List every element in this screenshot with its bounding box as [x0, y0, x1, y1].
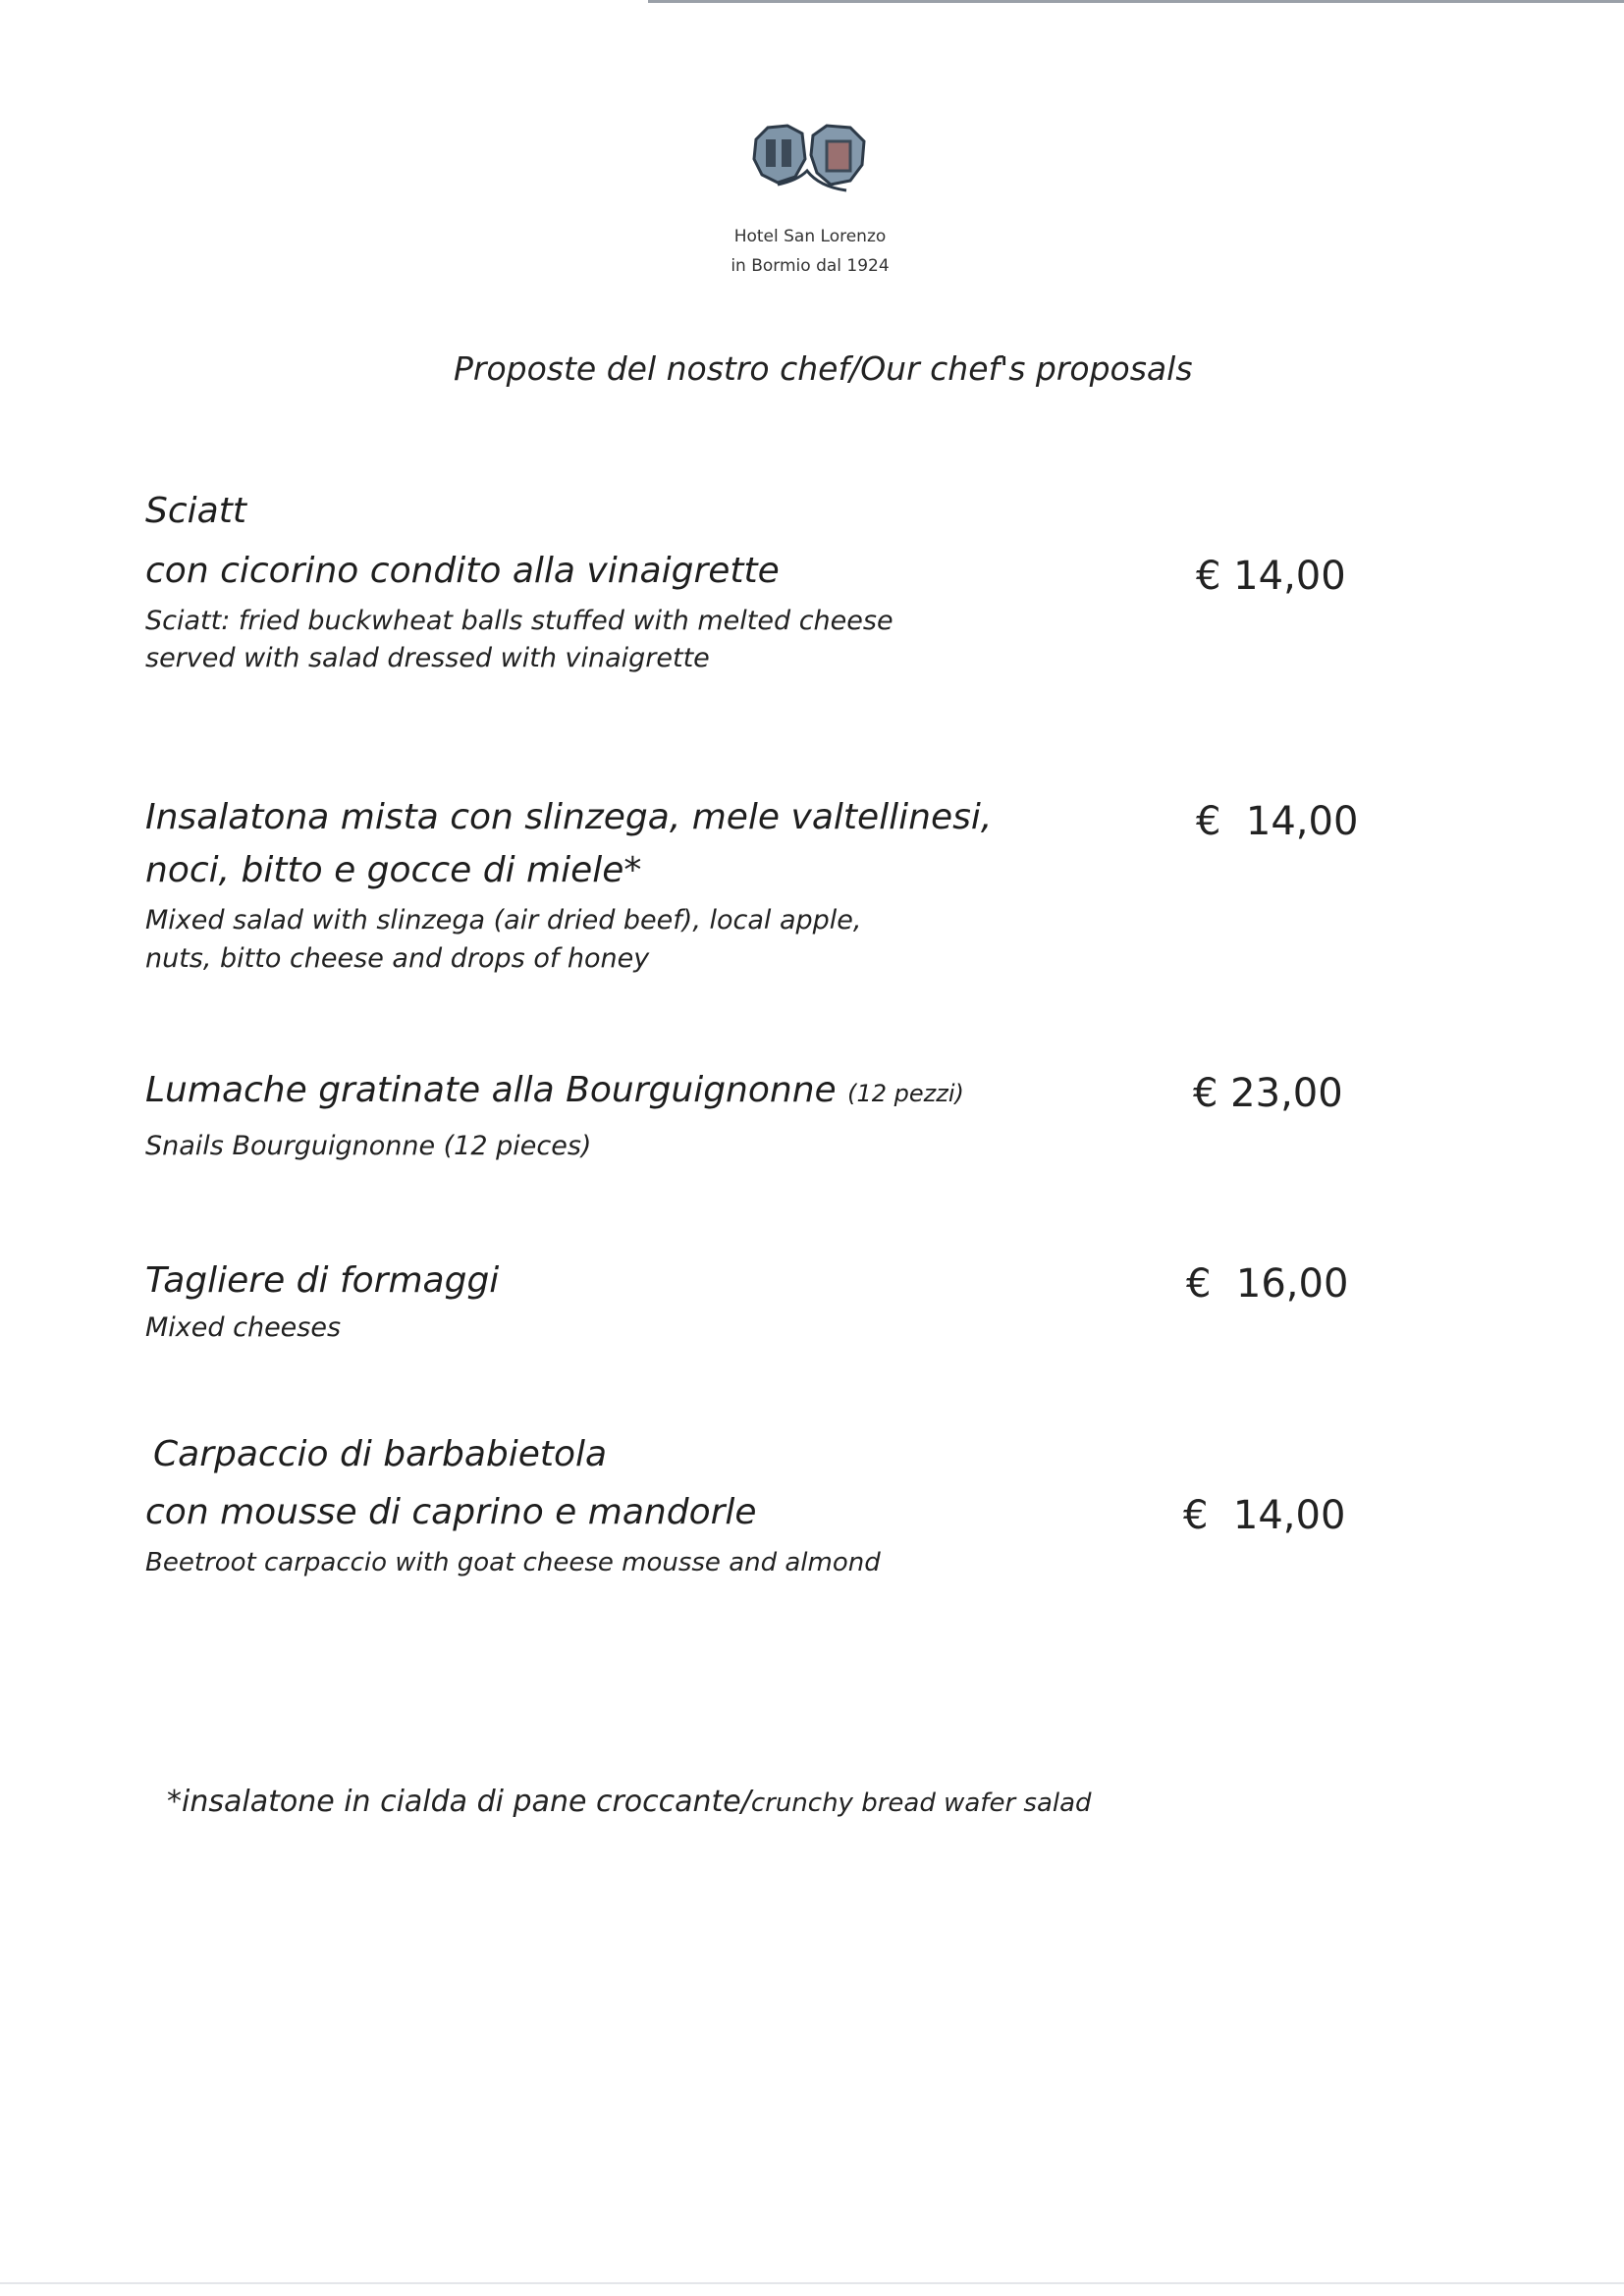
- item-description-line2: served with salad dressed with vinaigrette: [145, 643, 710, 673]
- item-price: € 14,00: [1183, 1493, 1346, 1538]
- footnote-main: *insalatone in cialda di pane croccante/: [167, 1785, 751, 1819]
- item-price: € 14,00: [1196, 554, 1346, 599]
- item-name-note: (12 pezzi): [847, 1080, 964, 1107]
- item-price: € 14,00: [1196, 799, 1359, 844]
- item-name: Sciatt: [145, 491, 246, 531]
- item-name-line2: con mousse di caprino e mandorle: [145, 1492, 757, 1532]
- item-description: Mixed cheeses: [145, 1312, 342, 1343]
- hotel-tagline: in Bormio dal 1924: [731, 256, 890, 276]
- bottom-border: [0, 2282, 1624, 2284]
- item-price: € 16,00: [1186, 1261, 1349, 1307]
- item-name-text: Lumache gratinate alla Bourguignonne: [145, 1070, 837, 1110]
- item-description-line2: nuts, bitto cheese and drops of honey: [145, 943, 650, 974]
- item-name: Insalatona mista con slinzega, mele valtellinesi,: [145, 797, 993, 837]
- item-name: Tagliere di formaggi: [145, 1260, 500, 1301]
- item-name-line2: noci, bitto e gocce di miele*: [145, 850, 642, 890]
- footnote-english: crunchy bread wafer salad: [750, 1789, 1092, 1818]
- item-description: Sciatt: fried buckwheat balls stuffed with melted cheese: [145, 606, 893, 636]
- page-title: Proposte del nostro chef/Our chef's proposals: [454, 349, 1193, 388]
- hotel-name: Hotel San Lorenzo: [733, 227, 887, 246]
- item-description: Snails Bourguignonne (12 pieces): [145, 1131, 592, 1161]
- hotel-crest-logo: [748, 120, 871, 198]
- item-name: [145, 1070, 964, 1110]
- item-description: Beetroot carpaccio with goat cheese mousse and almond: [145, 1548, 881, 1577]
- item-name: Carpaccio di barbabietola: [153, 1434, 608, 1474]
- top-border: [648, 0, 1624, 3]
- footnote: [167, 1785, 1092, 1819]
- item-description: Mixed salad with slinzega (air dried beef), local apple,: [145, 905, 862, 935]
- item-price: € 23,00: [1193, 1071, 1343, 1116]
- item-name-line2: con cicorino condito alla vinaigrette: [145, 551, 780, 591]
